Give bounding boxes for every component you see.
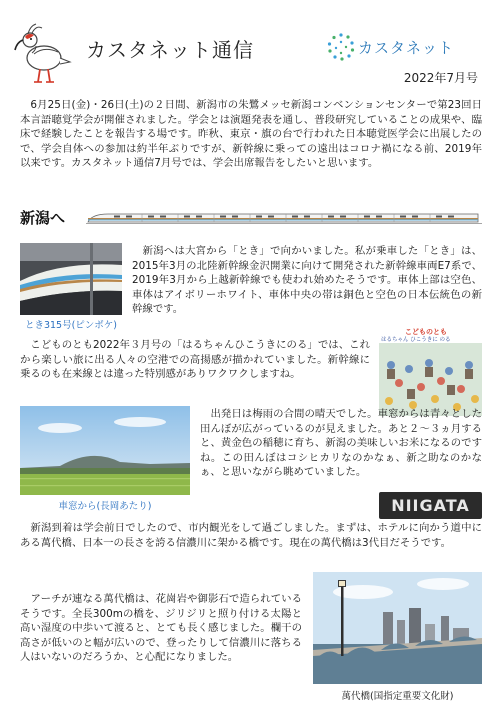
scenery-paragraph [200,407,482,480]
sightseeing-text: 新潟到着は学会前日でしたので、市内観光をして過ごしました。まずは、ホテルに向かう道中にある萬代橋、日本一の長さを誇る信濃川に架かる橋です。現在の萬代橋は3代目だそうです。 [20,522,482,549]
intro-text: 6月25日(金)・26日(土)の２日間、新潟市の朱鷺メッセ新潟コンベンションセンターで第23回日本言語聴覚学会が開催されました。学会とは演題発表を通し、普段研究していることの成果や、臨床で経験したことを報告する場です。昨秋、東京・旗の台で行われた日本聴覚医学会に出展したので、学会自体への参加は約半年ぶりですが、新幹線に乗っての遠出はコロナ禍になる前、2019年以来です。カスタネット通信7月号では、学会出席報告をしたいと思います。 [20,99,482,170]
dot-ring-icon [326,32,356,62]
book-text: こどものとも2022年３月号の「はるちゃんひこうきにのる」では、これから楽しい旅に出る人々の空港での高揚感が描かれていました。新幹線に乗るのも在来線とは違った特別感がありワクワクしますね。 [20,339,370,381]
intro-paragraph [20,98,482,171]
niigata-sign-text: NIIGATA [391,496,470,515]
brand-name: カスタネット [358,39,455,57]
sightseeing-paragraph [20,521,482,550]
scenery-text: 出発日は梅雨の合間の晴天でした。車窓からは青々とした田んぼが広がっているのが見えました。あと２～３ヵ月すると、黄金色の稲穂に育ち、新潟の美味しいお米になるのですね。この田んぼはコシヒカリなのかなぁ、新之助なのかなぁ、と思いながら眺めていました。 [200,408,482,479]
train-photo [20,243,122,315]
book-title: こどものとも [405,328,447,336]
train-text: 新潟へは大宮から「とき」で向かいました。私が乗車した「とき」は、2015年3月の北陸新幹線金沢開業に向けて開発された新幹線車両E7系で、2019年3月から上越新幹線でも使われ始めたそうです。車体上部は空色、車体はアイボリーホワイト、車体中央の帯は銅色と空色の日本伝統色の新幹線です。 [132,245,482,316]
bridge-photo [313,572,482,684]
niigata-sign [379,492,482,519]
bridge-photo-caption: 萬代橋(国指定重要文化財) [341,691,454,702]
issue-date: 2022年7月号 [403,71,478,85]
bridge-text: アーチが連なる萬代橋は、花崗岩や御影石で造られているそうです。全長300mの橋を、ジリジリと照り付ける太陽と高い湿度の中歩いて渡ると、とても長く感じました。欄干の高さが低いのと幅が広いので、登ったりして信濃川に落ちる人はいないのだろうか、と心配になりました。 [20,593,302,664]
shinkansen-train-icon [86,211,482,225]
train-paragraph [132,244,482,317]
book-paragraph [20,338,370,382]
landscape-photo [20,406,190,495]
book-cover [379,325,482,416]
section-title: 新潟へ [20,209,66,227]
landscape-photo-caption: 車窓から(長岡あたり) [58,501,152,512]
train-photo-caption: とき315号(ピンボケ) [24,320,118,331]
toki-bird-icon [14,20,76,84]
bridge-paragraph [20,592,302,665]
book-subtitle: はるちゃん ひこうきに のる [381,337,451,343]
brand-logo [326,30,476,64]
newsletter-title: カスタネット通信 [86,38,254,62]
